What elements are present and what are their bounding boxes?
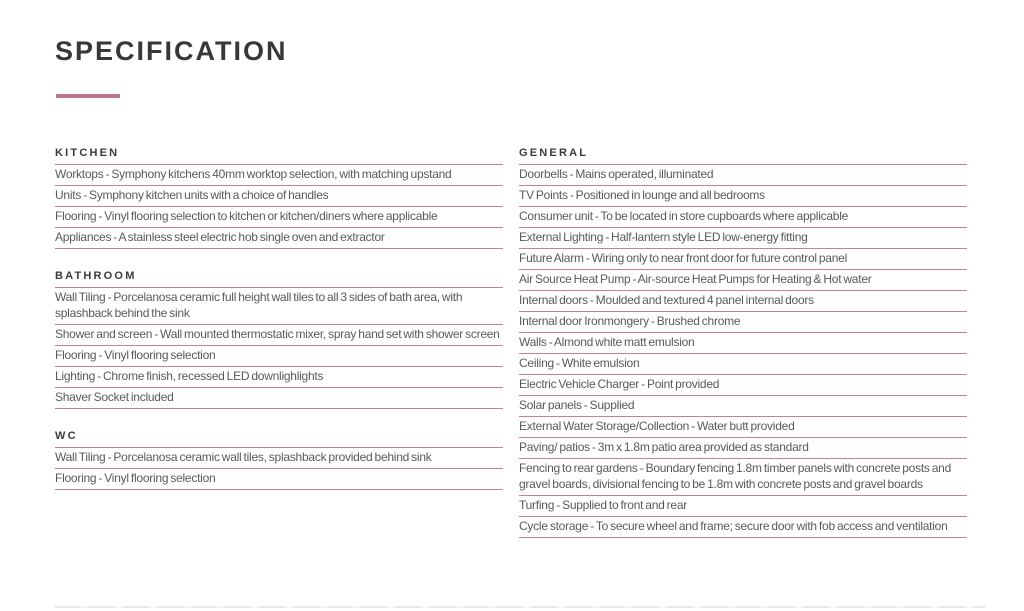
spec-item: Ceiling - White emulsion [519,354,967,375]
spec-item: Electric Vehicle Charger - Point provided [519,375,967,396]
spec-item: Solar panels - Supplied [519,396,967,417]
spec-item: Walls - Almond white matt emulsion [519,333,967,354]
spec-item: External Lighting - Half-lantern style LED low-energy fitting [519,228,967,249]
spec-item: Flooring - Vinyl flooring selection [55,346,503,367]
section-heading-general: GENERAL [519,146,967,165]
spec-item: Flooring - Vinyl flooring selection to kitchen or kitchen/diners where applicable [55,207,503,228]
spec-item: Air Source Heat Pump - Air-source Heat Pumps for Heating & Hot water [519,270,967,291]
spec-item: External Water Storage/Collection - Water butt provided [519,417,967,438]
title-underline-rule [56,94,120,98]
section-heading-wc: WC [55,429,503,448]
spec-item: Paving/ patios - 3m x 1.8m patio area provided as standard [519,438,967,459]
page-bottom-edge [55,606,985,608]
spec-item: Worktops - Symphony kitchens 40mm worktop selection, with matching upstand [55,165,503,186]
spec-item: Flooring - Vinyl flooring selection [55,469,503,490]
left-column [55,146,503,490]
spec-item: Shaver Socket included [55,388,503,409]
spec-item: Doorbells - Mains operated, illuminated [519,165,967,186]
spec-item: Consumer unit - To be located in store cupboards where applicable [519,207,967,228]
page-title: SPECIFICATION [55,36,288,66]
spec-item: Wall Tiling - Porcelanosa ceramic wall tiles, splashback provided behind sink [55,448,503,469]
spec-section-general [519,146,967,538]
right-column [519,146,967,538]
section-heading-kitchen: KITCHEN [55,146,503,165]
spec-section-kitchen [55,146,503,249]
spec-item: Internal door Ironmongery - Brushed chrome [519,312,967,333]
spec-item: Future Alarm - Wiring only to near front door for future control panel [519,249,967,270]
spec-item: Shower and screen - Wall mounted thermostatic mixer, spray hand set with shower screen [55,325,503,346]
spec-item: Fencing to rear gardens - Boundary fencing 1.8m timber panels with concrete posts and gravel boards, divisional fencing to be 1.8m with concrete posts and gravel boards [519,459,967,496]
spec-item: Wall Tiling - Porcelanosa ceramic full height wall tiles to all 3 sides of bath area, with splashback behind the sink [55,288,503,325]
section-heading-bathroom: BATHROOM [55,269,503,288]
spec-item: Internal doors - Moulded and textured 4 panel internal doors [519,291,967,312]
spec-section-wc [55,429,503,490]
spec-section-bathroom [55,269,503,409]
spec-item: Turfing - Supplied to front and rear [519,496,967,517]
spec-item: Lighting - Chrome finish, recessed LED downlighlights [55,367,503,388]
spec-item: Units - Symphony kitchen units with a choice of handles [55,186,503,207]
spec-columns [55,146,967,538]
spec-item: TV Points - Positioned in lounge and all bedrooms [519,186,967,207]
spec-item: Cycle storage - To secure wheel and frame; secure door with fob access and ventilation [519,517,967,538]
spec-item: Appliances - A stainless steel electric hob single oven and extractor [55,228,503,249]
